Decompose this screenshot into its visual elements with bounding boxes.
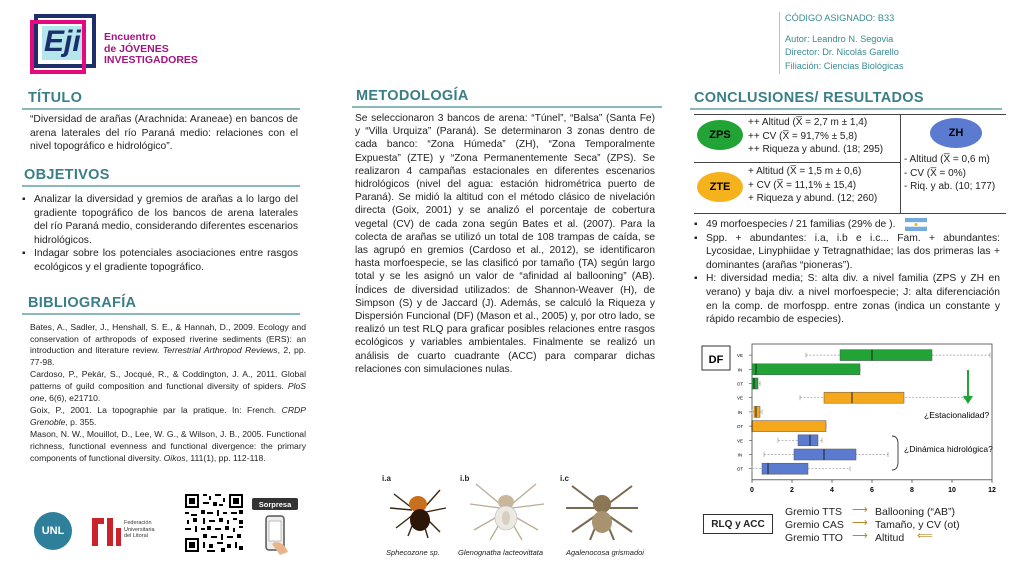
box	[824, 392, 904, 403]
logo-line-3: INVESTIGADORES	[104, 54, 198, 66]
rlq-left: Gremio TTS	[785, 506, 842, 518]
spider-image-c	[560, 474, 644, 544]
bracket	[892, 436, 898, 470]
unl-logo	[34, 512, 72, 550]
box	[752, 364, 860, 375]
box	[752, 421, 826, 432]
df-chart	[700, 340, 1002, 500]
argentina-flag-icon	[905, 218, 927, 231]
zps-stats	[748, 116, 883, 157]
rlq-row	[785, 519, 1005, 532]
zps-line: ++ Riqueza y abund. (18; 295)	[748, 144, 884, 155]
zps-pill: ZPS	[697, 120, 743, 150]
zte-pill: ZTE	[697, 172, 743, 202]
species-name-a: Sphecozone sp.	[386, 548, 440, 557]
references	[30, 322, 306, 465]
df-chart-svg	[700, 340, 1002, 500]
fuel-line-1: Federación	[124, 520, 152, 526]
category-label: IN	[737, 409, 743, 415]
zh-line: - Altitud (X̅ = 0,6 m)	[904, 154, 990, 165]
author: Autor: Leandro N. Segovia	[785, 33, 894, 44]
zps-line: ++ Altitud (X̅ = 2,7 m ± 1,4)	[748, 117, 868, 128]
titulo-text: “Diversidad de arañas (Arachnida: Araneae) en bancos de arena laterales del río Paraná medio: relaciones con el nivel topográfico e hidrológico”.	[30, 114, 298, 153]
rlq-right: Ballooning (“AB”)	[875, 506, 955, 518]
zte-line: + CV (X̅ = 11,1% ± 15,4)	[748, 179, 857, 191]
box	[798, 435, 818, 446]
qr-code[interactable]	[183, 492, 245, 554]
zones-divider-h	[694, 162, 900, 163]
conclusiones-heading: CONCLUSIONES/ RESULTADOS	[694, 90, 924, 106]
metodologia-rule	[352, 106, 662, 108]
reference-item: Bates, A., Sadler, J., Henshall, S. E., & Hannah, D., 2009. Ecology and conservation of arthropods of exposed riverine sediments (ERS): an introduction and literature review. Terrestrial Arthropod Reviews, 2, pp. 77-98.	[30, 322, 307, 367]
x-tick-label: 6	[870, 486, 874, 494]
zte-stats	[748, 165, 877, 206]
spider-tag-a: i.a	[382, 474, 391, 483]
reference-item: Goix, P., 2001. La topographie par la pratique. In: French. CRDP Grenoble, p. 355.	[30, 405, 306, 427]
arrow-right-icon: ⟶	[852, 517, 868, 529]
category-label: OT	[736, 466, 744, 472]
rlq-left: Gremio TTO	[785, 532, 843, 544]
objetivo-item: ▪ Indagar sobre los potenciales asociaciones entre rasgos ecológicos y el gradiente topográfico.	[22, 247, 298, 274]
objetivos-heading: OBJETIVOS	[24, 167, 110, 183]
zh-stats	[904, 153, 995, 194]
box	[754, 406, 760, 417]
rlq-row	[785, 506, 1005, 519]
eji-logo-mark: Eji	[44, 25, 81, 58]
result-item: ▪ H: diversidad media; S: alta div. a nivel familia (ZPS y ZH en verano) y baja div. a nivel morfoespecie; J: alta diferenciación en la comp. de morfospp. entre zonas (indica un constante y rápido recambio de especies).	[694, 272, 1000, 326]
box	[794, 449, 856, 460]
x-tick-label: 2	[790, 486, 794, 494]
category-label: OT	[736, 424, 744, 430]
fuel-line-2: Universitaria	[124, 526, 155, 533]
logo-line-1: Encuentro	[104, 31, 156, 43]
box	[840, 350, 932, 361]
rlq-box	[703, 514, 773, 534]
unl-logo-text: UNL	[41, 525, 65, 537]
phone-icon	[262, 514, 290, 556]
bibliografia-heading: BIBLIOGRAFÍA	[28, 295, 137, 311]
zones-divider-v	[900, 115, 901, 213]
eji-logo-text	[104, 32, 198, 67]
zh-pill: ZH	[930, 118, 982, 148]
zh-line: - Riq. y ab. (10; 177)	[904, 181, 996, 192]
zte-line: + Altitud (X̅ = 1,5 m ± 0,6)	[748, 166, 862, 177]
rlq-right: Altitud	[875, 532, 905, 544]
results-list	[694, 218, 1000, 327]
author-box	[779, 12, 999, 74]
result-item: ▪ Spp. + abundantes: i.a, i.b e i.c... Fam. + abundantes: Lycosidae, Linyphiidae y Tetragnathidae; las dos primeras las + dominantes (arañas “pioneras”).	[694, 232, 1000, 273]
objetivo-item: ▪ Analizar la diversidad y gremios de arañas a lo largo del gradiente topográfico de los bancos de arena laterales del río Paraná medio, considerando diferentes escenarios hidrológicos.	[22, 193, 298, 247]
zte-line: + Riqueza y abund. (12; 260)	[748, 193, 878, 204]
species-name-c: Agalenocosa grismadoi	[566, 548, 644, 557]
spider-image-b	[460, 474, 552, 544]
category-label: OT	[736, 381, 744, 387]
reference-item: Mason, N. W., Mouillot, D., Lee, W. G., & Wilson, J. B., 2005. Functional richness, functional evenness and functional divergence: the primary components of functional diversity. Oikos, 111(1), pp. 112-118.	[30, 429, 306, 463]
arrow-up-icon: ⟶	[852, 504, 868, 516]
x-tick-label: 8	[910, 486, 914, 494]
spider-tag-c: i.c	[560, 474, 569, 483]
logo-line-2: de JÓVENES	[104, 42, 169, 55]
annotation-estacionalidad: ¿Estacionalidad?	[924, 410, 990, 420]
fuel-logo	[88, 514, 172, 550]
sorpresa-badge[interactable]	[252, 498, 298, 510]
category-label: VE	[736, 353, 744, 359]
box	[752, 378, 758, 389]
titulo-rule	[22, 108, 300, 110]
x-tick-label: 10	[948, 486, 956, 494]
bibliografia-rule	[22, 313, 300, 315]
metodologia-heading: METODOLOGÍA	[356, 88, 469, 104]
objetivos-list	[22, 193, 298, 275]
rlq-right: Tamaño, y CV (ot)	[875, 519, 960, 531]
trend-arrow-head	[963, 396, 973, 404]
box	[762, 463, 808, 474]
director: Director: Dr. Nicolás Garello	[785, 47, 899, 57]
assigned-code: CÓDIGO ASIGNADO: B33	[785, 13, 895, 23]
species-name-b: Glenognatha lacteovittata	[458, 548, 544, 557]
zps-line: ++ CV (X̅ = 91,7% ± 5,8)	[748, 130, 858, 142]
metodologia-text: Se seleccionaron 3 bancos de arena: “Túnel”, “Balsa” (Santa Fe) y “Villa Urquiza” (Paraná). Se determinaron 3 zonas dentro de cada banco: “Zona Húmeda” (ZH), “Zona Temporalmente Expuesta” (ZTE) y “Zona Permanentemente Seca” (ZPS). Se realizaron 4 campañas estacionales en diferentes escenarios hidrológicos (nivel del agua: estación hidrométrica puerto de Paraná). Se midió la altitud con el método clásico de nivelación directa (Goix, 2001) y se analizó el porcentaje de cobertura vegetal (CV) de cada zona según Bates et al. (2007). Para la colecta de arañas se utilizó un total de 108 trampas de caída, se las agrupó en gremios (Cardoso et al., 2012), se identificaron hasta morfoespecie, se las clasificó por tamaño (TA) según largo total y se les asignó un valor de “afinidad al ballooning” (AB). Índices de diversidad utilizados: de Shannon-Weaver (H), de Simpson (S) y de Jaccard (J). Además, se calculó la Riqueza y Dispersión Funcional (DF) (Mason et al., 2005) y, por otro lado, se realizó un test RLQ para graficar posibles relaciones entre rasgos ecológicos y variables ambientales. Finalmente se realizó un análisis de cuarto cuadrante (ACC) para comparar dichas relaciones con simulaciones nulas.	[355, 113, 655, 375]
rlq-label: RLQ y ACC	[711, 518, 765, 530]
reference-item: Cardoso, P., Pekár, S., Jocqué, R., & Coddington, J. A., 2011. Global patterns of guild composition and functional diversity of spiders. PloS one, 6(6), e21710.	[30, 369, 306, 403]
rlq-rows	[785, 506, 1005, 545]
objetivos-rule	[22, 185, 300, 187]
eji-logo	[30, 12, 98, 76]
x-tick-label: 0	[750, 486, 754, 494]
titulo-heading: TÍTULO	[28, 90, 83, 106]
arrow-right-icon: ⟶	[852, 530, 868, 542]
zh-line: - CV (X̅ = 0%)	[904, 167, 966, 179]
category-label: VE	[736, 395, 744, 401]
x-tick-label: 12	[988, 486, 996, 494]
affiliation: Filiación: Ciencias Biológicas	[785, 60, 904, 71]
conclusiones-rule	[690, 108, 1002, 110]
double-arrow-icon: ⟸	[917, 530, 933, 542]
category-label: IN	[737, 367, 743, 373]
category-label: IN	[737, 452, 743, 458]
rlq-left: Gremio CAS	[785, 519, 844, 531]
x-tick-label: 4	[830, 486, 834, 494]
sorpresa-label: Sorpresa	[258, 499, 292, 509]
spider-image-a	[382, 474, 454, 544]
spider-tag-b: i.b	[460, 474, 470, 483]
fuel-line-3: del Litoral	[124, 533, 148, 539]
result-item: ▪ 49 morfoespecies / 21 familias (29% de ).	[694, 218, 1000, 232]
rlq-row	[785, 532, 1005, 545]
category-label: VE	[736, 438, 744, 444]
annotation-dinamica: ¿Dinámica hidrológica?	[904, 444, 993, 454]
df-label: DF	[708, 354, 724, 366]
